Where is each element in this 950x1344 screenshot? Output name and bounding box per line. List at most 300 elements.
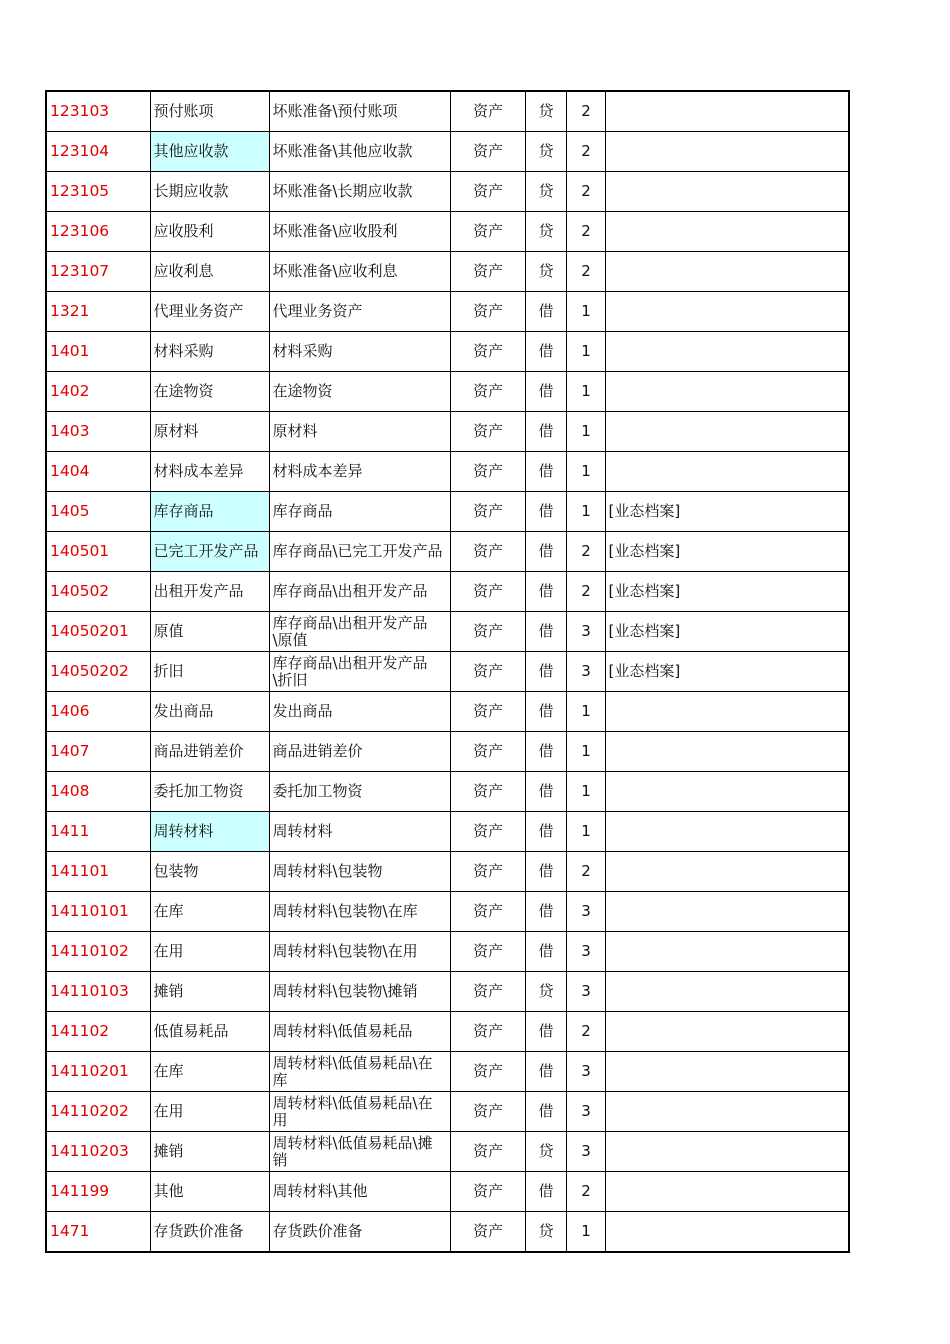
account-level-cell[interactable] [566, 172, 605, 212]
balance-direction-cell[interactable] [525, 652, 566, 692]
account-full-name-text: 库存商品 [272, 502, 333, 520]
auxiliary-accounting-cell[interactable] [605, 612, 849, 652]
account-name-text: 在库 [153, 902, 184, 920]
account-full-name-cell[interactable] [269, 1052, 450, 1092]
account-type-cell[interactable] [450, 1132, 525, 1172]
auxiliary-accounting-cell[interactable] [605, 652, 849, 692]
account-level-cell[interactable] [566, 972, 605, 1012]
account-type-cell[interactable] [450, 412, 525, 452]
account-level-text: 1 [581, 382, 591, 400]
account-level-text: 2 [581, 142, 591, 160]
balance-direction-cell[interactable] [525, 892, 566, 932]
account-level-cell[interactable] [566, 292, 605, 332]
account-code-text: 1471 [50, 1222, 90, 1240]
account-full-name-text: 坏账准备\应收股利 [272, 222, 398, 240]
account-level-text: 1 [581, 702, 591, 720]
account-name-cell[interactable] [150, 772, 269, 812]
account-level-cell[interactable] [566, 412, 605, 452]
auxiliary-accounting-cell[interactable] [605, 852, 849, 892]
account-full-name-cell[interactable] [269, 1132, 450, 1172]
account-level-text: 1 [581, 782, 591, 800]
account-code-cell[interactable] [46, 1012, 150, 1052]
account-full-name-text: 周转材料\其他 [272, 1182, 368, 1200]
account-name-cell[interactable] [150, 1012, 269, 1052]
account-name-cell[interactable] [150, 812, 269, 852]
balance-direction-text: 借 [538, 502, 554, 520]
auxiliary-accounting-cell[interactable] [605, 1212, 849, 1253]
account-full-name-cell[interactable] [269, 132, 450, 172]
balance-direction-cell[interactable] [525, 972, 566, 1012]
account-type-text: 资产 [472, 1022, 503, 1040]
account-full-name-text: 在途物资 [272, 382, 333, 400]
account-level-cell[interactable] [566, 1052, 605, 1092]
account-type-cell[interactable] [450, 612, 525, 652]
balance-direction-text: 借 [538, 622, 554, 640]
account-level-text: 2 [581, 582, 591, 600]
account-type-cell[interactable] [450, 852, 525, 892]
account-type-cell[interactable] [450, 1052, 525, 1092]
account-code-cell[interactable] [46, 732, 150, 772]
table-row [46, 372, 849, 412]
auxiliary-accounting-cell[interactable] [605, 772, 849, 812]
account-level-cell[interactable] [566, 492, 605, 532]
account-full-name-cell[interactable] [269, 292, 450, 332]
account-full-name-cell[interactable] [269, 812, 450, 852]
account-type-cell[interactable] [450, 212, 525, 252]
account-name-cell[interactable] [150, 212, 269, 252]
balance-direction-cell[interactable] [525, 852, 566, 892]
auxiliary-accounting-cell[interactable] [605, 1172, 849, 1212]
account-full-name-cell[interactable] [269, 412, 450, 452]
account-level-text: 3 [581, 662, 591, 680]
account-level-cell[interactable] [566, 852, 605, 892]
auxiliary-accounting-cell[interactable] [605, 452, 849, 492]
account-name-cell[interactable] [150, 1132, 269, 1172]
account-full-name-cell[interactable] [269, 532, 450, 572]
auxiliary-accounting-cell[interactable] [605, 132, 849, 172]
account-level-cell[interactable] [566, 772, 605, 812]
account-type-text: 资产 [472, 582, 503, 600]
table-row [46, 1132, 849, 1172]
account-full-name-cell[interactable] [269, 452, 450, 492]
account-type-cell[interactable] [450, 1092, 525, 1132]
account-code-cell[interactable] [46, 252, 150, 292]
auxiliary-accounting-cell[interactable] [605, 412, 849, 452]
account-full-name-text: 周转材料\低值易耗品\在用 [272, 1093, 433, 1129]
account-type-cell[interactable] [450, 692, 525, 732]
balance-direction-text: 借 [538, 822, 554, 840]
account-full-name-text: 坏账准备\其他应收款 [272, 142, 413, 160]
account-code-cell[interactable] [46, 1172, 150, 1212]
account-level-cell[interactable] [566, 1212, 605, 1253]
account-level-cell[interactable] [566, 572, 605, 612]
account-type-cell[interactable] [450, 772, 525, 812]
account-name-cell[interactable] [150, 932, 269, 972]
balance-direction-cell[interactable] [525, 292, 566, 332]
account-name-text: 发出商品 [153, 702, 214, 720]
account-full-name-text: 周转材料\包装物\在用 [272, 942, 418, 960]
account-level-text: 3 [581, 902, 591, 920]
account-level-text: 2 [581, 102, 591, 120]
account-type-text: 资产 [472, 1182, 503, 1200]
auxiliary-accounting-cell[interactable] [605, 1092, 849, 1132]
account-level-cell[interactable] [566, 332, 605, 372]
account-type-cell[interactable] [450, 532, 525, 572]
account-code-cell[interactable] [46, 91, 150, 132]
balance-direction-text: 借 [538, 582, 554, 600]
account-full-name-text: 坏账准备\预付账项 [272, 102, 398, 120]
account-level-cell[interactable] [566, 532, 605, 572]
account-name-text: 商品进销差价 [153, 742, 244, 760]
auxiliary-accounting-cell[interactable] [605, 1012, 849, 1052]
account-name-cell[interactable] [150, 852, 269, 892]
account-name-cell[interactable] [150, 292, 269, 332]
table-row [46, 332, 849, 372]
balance-direction-cell[interactable] [525, 332, 566, 372]
account-full-name-cell[interactable] [269, 892, 450, 932]
account-full-name-cell[interactable] [269, 972, 450, 1012]
account-code-cell[interactable] [46, 532, 150, 572]
balance-direction-text: 借 [538, 542, 554, 560]
account-code-cell[interactable] [46, 572, 150, 612]
balance-direction-cell[interactable] [525, 812, 566, 852]
account-full-name-cell[interactable] [269, 1172, 450, 1212]
account-full-name-cell[interactable] [269, 652, 450, 692]
account-full-name-cell[interactable] [269, 1012, 450, 1052]
account-code-text: 123105 [50, 182, 110, 200]
balance-direction-cell[interactable] [525, 1172, 566, 1212]
table-row [46, 972, 849, 1012]
account-full-name-cell[interactable] [269, 252, 450, 292]
account-name-cell[interactable] [150, 612, 269, 652]
auxiliary-accounting-cell[interactable] [605, 172, 849, 212]
auxiliary-accounting-text: [业态档案] [608, 622, 681, 640]
account-level-cell[interactable] [566, 452, 605, 492]
account-full-name-cell[interactable] [269, 372, 450, 412]
account-type-text: 资产 [472, 102, 503, 120]
auxiliary-accounting-cell[interactable] [605, 252, 849, 292]
auxiliary-accounting-cell[interactable] [605, 332, 849, 372]
account-code-cell[interactable] [46, 172, 150, 212]
account-level-text: 2 [581, 542, 591, 560]
account-code-text: 1405 [50, 502, 90, 520]
account-code-cell[interactable] [46, 412, 150, 452]
account-code-text: 140501 [50, 542, 110, 560]
balance-direction-cell[interactable] [525, 212, 566, 252]
balance-direction-cell[interactable] [525, 692, 566, 732]
table-row [46, 932, 849, 972]
account-name-text: 在途物资 [153, 382, 214, 400]
account-code-text: 1411 [50, 822, 90, 840]
account-type-text: 资产 [472, 702, 503, 720]
table-row [46, 492, 849, 532]
account-level-cell[interactable] [566, 612, 605, 652]
account-type-cell[interactable] [450, 91, 525, 132]
account-type-cell[interactable] [450, 1172, 525, 1212]
balance-direction-text: 贷 [538, 222, 554, 240]
account-name-cell[interactable] [150, 1092, 269, 1132]
account-type-text: 资产 [472, 462, 503, 480]
account-code-text: 1403 [50, 422, 90, 440]
account-level-cell[interactable] [566, 212, 605, 252]
balance-direction-text: 借 [538, 1062, 554, 1080]
account-level-cell[interactable] [566, 91, 605, 132]
account-name-cell[interactable] [150, 372, 269, 412]
account-code-text: 123103 [50, 102, 110, 120]
account-code-cell[interactable] [46, 492, 150, 532]
account-code-cell[interactable] [46, 332, 150, 372]
account-type-cell[interactable] [450, 292, 525, 332]
account-code-text: 1402 [50, 382, 90, 400]
account-type-cell[interactable] [450, 132, 525, 172]
auxiliary-accounting-cell[interactable] [605, 532, 849, 572]
account-level-text: 3 [581, 622, 591, 640]
account-code-cell[interactable] [46, 652, 150, 692]
account-full-name-text: 库存商品\出租开发产品 [272, 582, 428, 600]
balance-direction-text: 贷 [538, 102, 554, 120]
account-type-cell[interactable] [450, 252, 525, 292]
account-code-cell[interactable] [46, 1132, 150, 1172]
auxiliary-accounting-text: [业态档案] [608, 582, 681, 600]
account-code-cell[interactable] [46, 892, 150, 932]
account-type-cell[interactable] [450, 892, 525, 932]
balance-direction-cell[interactable] [525, 772, 566, 812]
account-level-cell[interactable] [566, 652, 605, 692]
auxiliary-accounting-cell[interactable] [605, 972, 849, 1012]
balance-direction-cell[interactable] [525, 91, 566, 132]
balance-direction-cell[interactable] [525, 532, 566, 572]
account-name-cell[interactable] [150, 492, 269, 532]
auxiliary-accounting-cell[interactable] [605, 292, 849, 332]
account-full-name-text: 原材料 [272, 422, 318, 440]
account-code-cell[interactable] [46, 452, 150, 492]
balance-direction-cell[interactable] [525, 492, 566, 532]
account-full-name-cell[interactable] [269, 852, 450, 892]
account-name-cell[interactable] [150, 452, 269, 492]
account-full-name-text: 材料成本差异 [272, 462, 363, 480]
auxiliary-accounting-cell[interactable] [605, 692, 849, 732]
account-code-cell[interactable] [46, 132, 150, 172]
auxiliary-accounting-cell[interactable] [605, 91, 849, 132]
account-level-cell[interactable] [566, 932, 605, 972]
account-name-text: 包装物 [153, 862, 199, 880]
account-type-cell[interactable] [450, 572, 525, 612]
account-type-text: 资产 [472, 142, 503, 160]
account-type-text: 资产 [472, 382, 503, 400]
account-name-cell[interactable] [150, 412, 269, 452]
account-code-text: 1321 [50, 302, 90, 320]
account-name-cell[interactable] [150, 1212, 269, 1253]
account-name-cell[interactable] [150, 652, 269, 692]
account-full-name-cell[interactable] [269, 172, 450, 212]
auxiliary-accounting-cell[interactable] [605, 1052, 849, 1092]
account-level-text: 2 [581, 1182, 591, 1200]
balance-direction-cell[interactable] [525, 1132, 566, 1172]
balance-direction-cell[interactable] [525, 452, 566, 492]
account-code-cell[interactable] [46, 932, 150, 972]
account-name-cell[interactable] [150, 892, 269, 932]
table-row [46, 252, 849, 292]
balance-direction-text: 借 [538, 302, 554, 320]
account-name-text: 周转材料 [153, 822, 214, 840]
account-level-cell[interactable] [566, 252, 605, 292]
account-full-name-cell[interactable] [269, 772, 450, 812]
balance-direction-text: 借 [538, 702, 554, 720]
balance-direction-text: 借 [538, 1182, 554, 1200]
account-type-cell[interactable] [450, 932, 525, 972]
account-type-cell[interactable] [450, 732, 525, 772]
account-code-text: 14050201 [50, 622, 129, 640]
account-type-text: 资产 [472, 1142, 503, 1160]
account-level-cell[interactable] [566, 372, 605, 412]
account-name-text: 原值 [153, 622, 184, 640]
account-code-cell[interactable] [46, 852, 150, 892]
balance-direction-cell[interactable] [525, 1092, 566, 1132]
auxiliary-accounting-cell[interactable] [605, 492, 849, 532]
account-type-cell[interactable] [450, 372, 525, 412]
balance-direction-cell[interactable] [525, 252, 566, 292]
auxiliary-accounting-cell[interactable] [605, 892, 849, 932]
auxiliary-accounting-cell[interactable] [605, 932, 849, 972]
account-type-cell[interactable] [450, 1012, 525, 1052]
account-name-cell[interactable] [150, 91, 269, 132]
account-type-cell[interactable] [450, 492, 525, 532]
account-type-text: 资产 [472, 302, 503, 320]
account-level-cell[interactable] [566, 812, 605, 852]
balance-direction-cell[interactable] [525, 732, 566, 772]
account-level-cell[interactable] [566, 1172, 605, 1212]
account-level-text: 2 [581, 262, 591, 280]
account-type-cell[interactable] [450, 332, 525, 372]
balance-direction-cell[interactable] [525, 572, 566, 612]
account-full-name-cell[interactable] [269, 932, 450, 972]
account-level-cell[interactable] [566, 1132, 605, 1172]
account-full-name-cell[interactable] [269, 572, 450, 612]
account-table [45, 90, 850, 1253]
account-code-cell[interactable] [46, 1052, 150, 1092]
account-level-text: 1 [581, 1222, 591, 1240]
account-code-text: 123106 [50, 222, 110, 240]
account-code-cell[interactable] [46, 612, 150, 652]
auxiliary-accounting-cell[interactable] [605, 372, 849, 412]
balance-direction-cell[interactable] [525, 412, 566, 452]
account-code-cell[interactable] [46, 212, 150, 252]
account-code-cell[interactable] [46, 692, 150, 732]
account-level-cell[interactable] [566, 1012, 605, 1052]
account-name-text: 其他 [153, 1182, 184, 1200]
account-level-cell[interactable] [566, 132, 605, 172]
account-name-cell[interactable] [150, 972, 269, 1012]
account-code-cell[interactable] [46, 772, 150, 812]
table-row [46, 1212, 849, 1253]
account-full-name-text: 材料采购 [272, 342, 333, 360]
account-type-cell[interactable] [450, 652, 525, 692]
account-name-cell[interactable] [150, 572, 269, 612]
account-full-name-cell[interactable] [269, 1212, 450, 1253]
account-code-cell[interactable] [46, 972, 150, 1012]
balance-direction-text: 借 [538, 902, 554, 920]
account-name-cell[interactable] [150, 1172, 269, 1212]
account-name-text: 代理业务资产 [153, 302, 244, 320]
table-row [46, 532, 849, 572]
account-code-cell[interactable] [46, 372, 150, 412]
balance-direction-cell[interactable] [525, 132, 566, 172]
account-full-name-cell[interactable] [269, 612, 450, 652]
account-level-cell[interactable] [566, 1092, 605, 1132]
table-row [46, 452, 849, 492]
account-full-name-cell[interactable] [269, 492, 450, 532]
balance-direction-cell[interactable] [525, 372, 566, 412]
table-row [46, 652, 849, 692]
account-name-cell[interactable] [150, 332, 269, 372]
account-full-name-cell[interactable] [269, 1092, 450, 1132]
table-row [46, 1052, 849, 1092]
account-code-cell[interactable] [46, 1212, 150, 1253]
account-name-cell[interactable] [150, 172, 269, 212]
account-full-name-cell[interactable] [269, 732, 450, 772]
account-name-cell[interactable] [150, 1052, 269, 1092]
account-name-text: 折旧 [153, 662, 184, 680]
account-code-cell[interactable] [46, 292, 150, 332]
account-full-name-cell[interactable] [269, 212, 450, 252]
account-code-cell[interactable] [46, 1092, 150, 1132]
auxiliary-accounting-cell[interactable] [605, 732, 849, 772]
account-name-text: 摊销 [153, 1142, 184, 1160]
account-code-cell[interactable] [46, 812, 150, 852]
balance-direction-text: 贷 [538, 182, 554, 200]
account-level-text: 3 [581, 1102, 591, 1120]
account-type-text: 资产 [472, 222, 503, 240]
account-level-cell[interactable] [566, 692, 605, 732]
auxiliary-accounting-cell[interactable] [605, 212, 849, 252]
account-type-cell[interactable] [450, 172, 525, 212]
account-full-name-cell[interactable] [269, 692, 450, 732]
auxiliary-accounting-text: [业态档案] [608, 502, 681, 520]
account-type-text: 资产 [472, 862, 503, 880]
balance-direction-cell[interactable] [525, 172, 566, 212]
account-level-cell[interactable] [566, 892, 605, 932]
auxiliary-accounting-cell[interactable] [605, 812, 849, 852]
auxiliary-accounting-cell[interactable] [605, 572, 849, 612]
account-type-text: 资产 [472, 982, 503, 1000]
account-type-cell[interactable] [450, 972, 525, 1012]
account-full-name-cell[interactable] [269, 91, 450, 132]
account-type-cell[interactable] [450, 452, 525, 492]
account-type-text: 资产 [472, 782, 503, 800]
balance-direction-cell[interactable] [525, 1052, 566, 1092]
account-level-cell[interactable] [566, 732, 605, 772]
account-name-cell[interactable] [150, 252, 269, 292]
account-full-name-text: 代理业务资产 [272, 302, 363, 320]
account-type-cell[interactable] [450, 812, 525, 852]
account-type-cell[interactable] [450, 1212, 525, 1253]
table-row [46, 1172, 849, 1212]
balance-direction-cell[interactable] [525, 932, 566, 972]
account-name-text: 在用 [153, 1102, 184, 1120]
account-name-cell[interactable] [150, 132, 269, 172]
auxiliary-accounting-cell[interactable] [605, 1132, 849, 1172]
balance-direction-cell[interactable] [525, 1012, 566, 1052]
account-full-name-cell[interactable] [269, 332, 450, 372]
account-type-text: 资产 [472, 422, 503, 440]
account-name-cell[interactable] [150, 732, 269, 772]
balance-direction-cell[interactable] [525, 1212, 566, 1253]
account-name-cell[interactable] [150, 692, 269, 732]
account-name-cell[interactable] [150, 532, 269, 572]
balance-direction-cell[interactable] [525, 612, 566, 652]
account-full-name-text: 库存商品\已完工开发产品 [272, 542, 443, 560]
account-code-text: 14110202 [50, 1102, 129, 1120]
